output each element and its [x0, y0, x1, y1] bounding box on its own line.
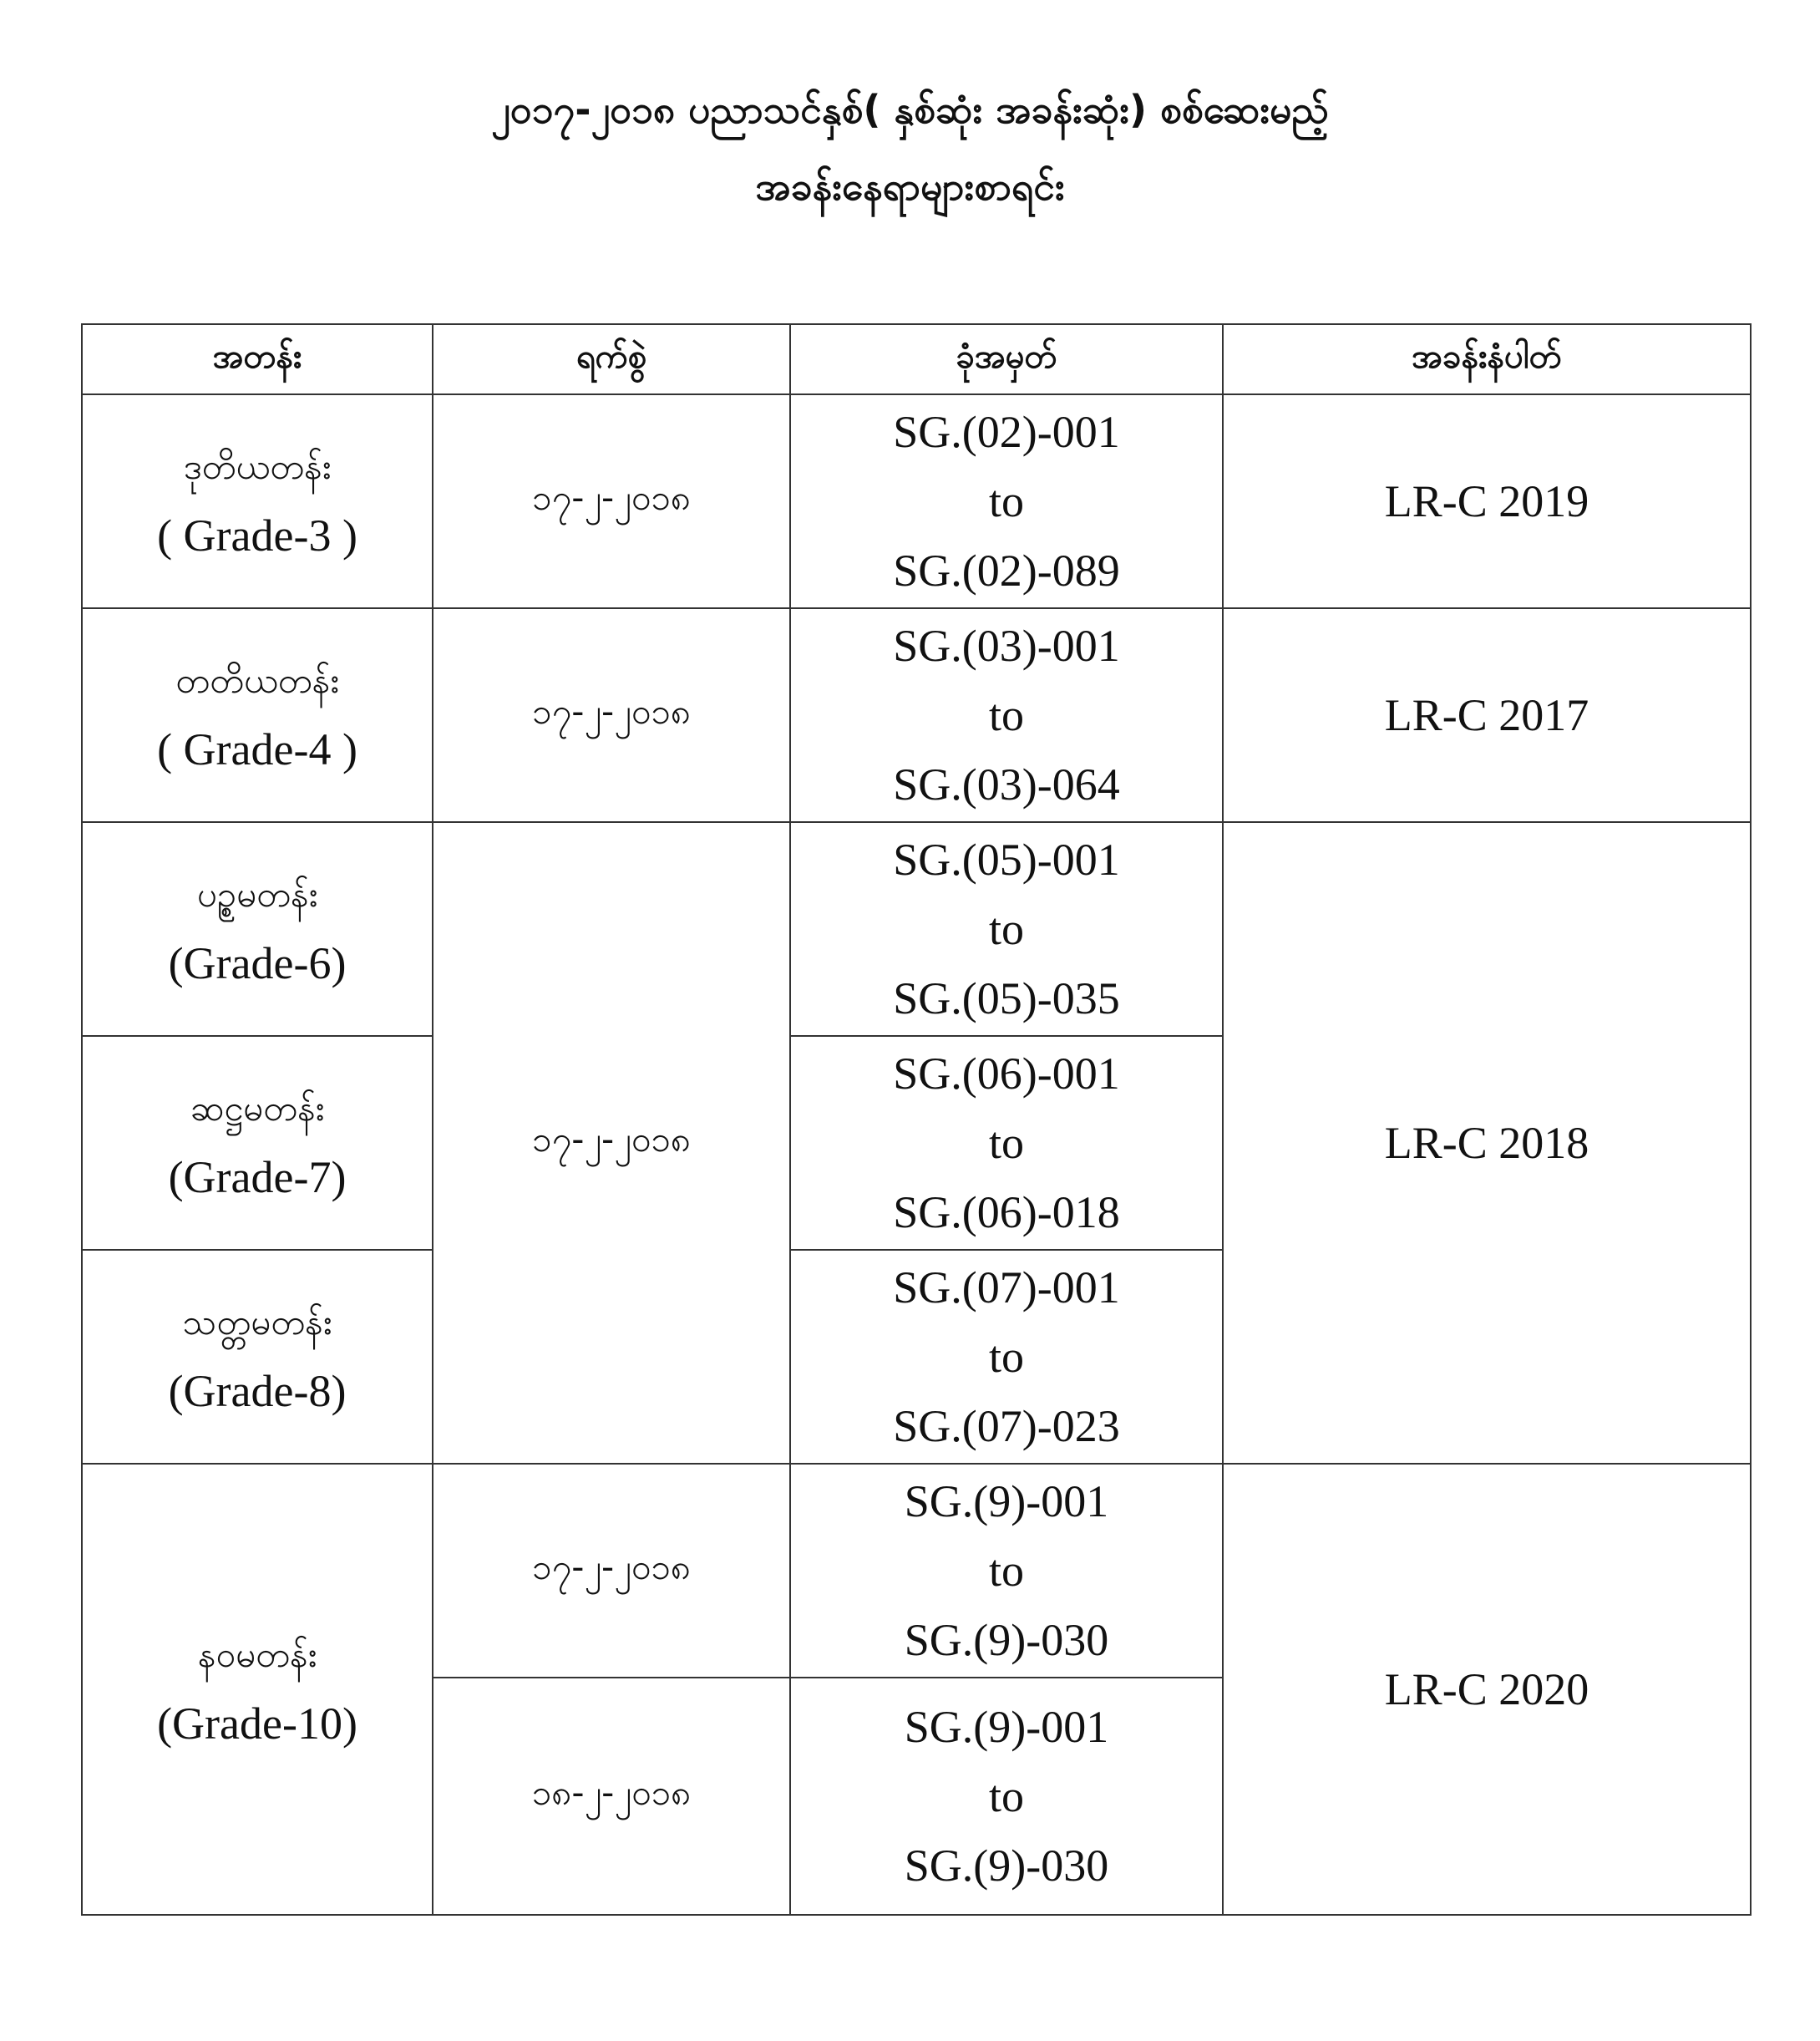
- title-line-2: အခန်းနေရာများစာရင်း: [755, 164, 1065, 209]
- table-row: [82, 1464, 1751, 1678]
- seat-range-to: SG.(9)-030: [904, 1840, 1109, 1891]
- grade-name-en: (Grade-7): [168, 1152, 347, 1202]
- seat-range-cell: [790, 1464, 1223, 1678]
- seat-range-cell: [790, 1250, 1223, 1464]
- room-cell: LR-C 2018: [1223, 822, 1751, 1464]
- seat-range-from: SG.(02)-001: [893, 406, 1120, 457]
- seat-range-cell: [790, 608, 1223, 822]
- grade-cell: [82, 822, 433, 1036]
- seat-range-cell: [790, 1678, 1223, 1915]
- seat-range-to-word: to: [988, 1545, 1024, 1596]
- date-cell: ၁၇-၂-၂၀၁၈: [433, 608, 790, 822]
- seat-range-from: SG.(07)-001: [893, 1262, 1120, 1312]
- seat-range-to: SG.(06)-018: [893, 1186, 1120, 1237]
- date-cell: ၁၈-၂-၂၀၁၈: [433, 1678, 790, 1915]
- seat-range-to-word: to: [988, 903, 1024, 954]
- room-cell: LR-C 2019: [1223, 394, 1751, 608]
- table-row: [82, 608, 1751, 822]
- seat-range-from: SG.(03)-001: [893, 620, 1120, 671]
- seat-range-to-word: to: [988, 475, 1024, 526]
- seat-range-to: SG.(03)-064: [893, 759, 1120, 810]
- seat-range-to: SG.(9)-030: [904, 1614, 1109, 1665]
- grade-name-mm: တတိယတန်း: [175, 660, 339, 701]
- seat-range-from: SG.(06)-001: [893, 1048, 1120, 1099]
- grade-name-en: (Grade-6): [168, 938, 347, 988]
- grade-cell: [82, 394, 433, 608]
- room-cell: LR-C 2020: [1223, 1464, 1751, 1915]
- seat-range-from: SG.(9)-001: [904, 1701, 1109, 1752]
- seat-range-to: SG.(02)-089: [893, 545, 1120, 596]
- header-room-number: အခန်းနံပါတ်: [1223, 324, 1751, 394]
- grade-name-mm: ဆဋ္ဌမတန်း: [190, 1088, 325, 1129]
- grade-cell: [82, 1464, 433, 1915]
- table-header-row: [82, 324, 1751, 394]
- grade-cell: [82, 1036, 433, 1250]
- grade-name-en: (Grade-10): [157, 1698, 357, 1749]
- grade-name-en: ( Grade-3 ): [157, 510, 357, 561]
- table-row: [82, 822, 1751, 1036]
- grade-cell: [82, 608, 433, 822]
- seat-range-to-word: to: [988, 1770, 1024, 1821]
- room-cell: LR-C 2017: [1223, 608, 1751, 822]
- header-date: ရက်စွဲ: [433, 324, 790, 394]
- grade-name-mm: နဝမတန်း: [197, 1634, 317, 1675]
- grade-name-en: (Grade-8): [168, 1366, 347, 1416]
- seat-range-to: SG.(07)-023: [893, 1400, 1120, 1451]
- seat-range-to-word: to: [988, 1117, 1024, 1168]
- grade-cell: [82, 1250, 433, 1464]
- seat-range-cell: [790, 1036, 1223, 1250]
- grade-name-en: ( Grade-4 ): [157, 724, 357, 774]
- table-row: [82, 394, 1751, 608]
- date-cell: ၁၇-၂-၂၀၁၈: [433, 822, 790, 1464]
- header-seat-number: ခုံအမှတ်: [790, 324, 1223, 394]
- exam-room-table: [81, 323, 1752, 1916]
- grade-name-mm: ပဉ္စမတန်း: [196, 874, 318, 915]
- seat-range-from: SG.(05)-001: [893, 834, 1120, 885]
- seat-range-to-word: to: [988, 689, 1024, 740]
- seat-range-from: SG.(9)-001: [904, 1475, 1109, 1526]
- header-grade: အတန်း: [82, 324, 433, 394]
- date-cell: ၁၇-၂-၂၀၁၈: [433, 1464, 790, 1678]
- seat-range-to: SG.(05)-035: [893, 972, 1120, 1023]
- seat-range-cell: [790, 394, 1223, 608]
- seat-range-cell: [790, 822, 1223, 1036]
- date-cell: ၁၇-၂-၂၀၁၈: [433, 394, 790, 608]
- document-title: [0, 71, 1820, 225]
- grade-name-mm: ဒုတိယတန်း: [183, 446, 332, 487]
- seat-range-to-word: to: [988, 1331, 1024, 1382]
- title-line-1: ၂၀၁၇-၂၀၁၈ ပညာသင်နှစ်( နှစ်ဆုံး အခန်းဆုံး) စစ်ဆေးမည့်: [491, 87, 1329, 132]
- grade-name-mm: သတ္တမတန်း: [182, 1302, 332, 1343]
